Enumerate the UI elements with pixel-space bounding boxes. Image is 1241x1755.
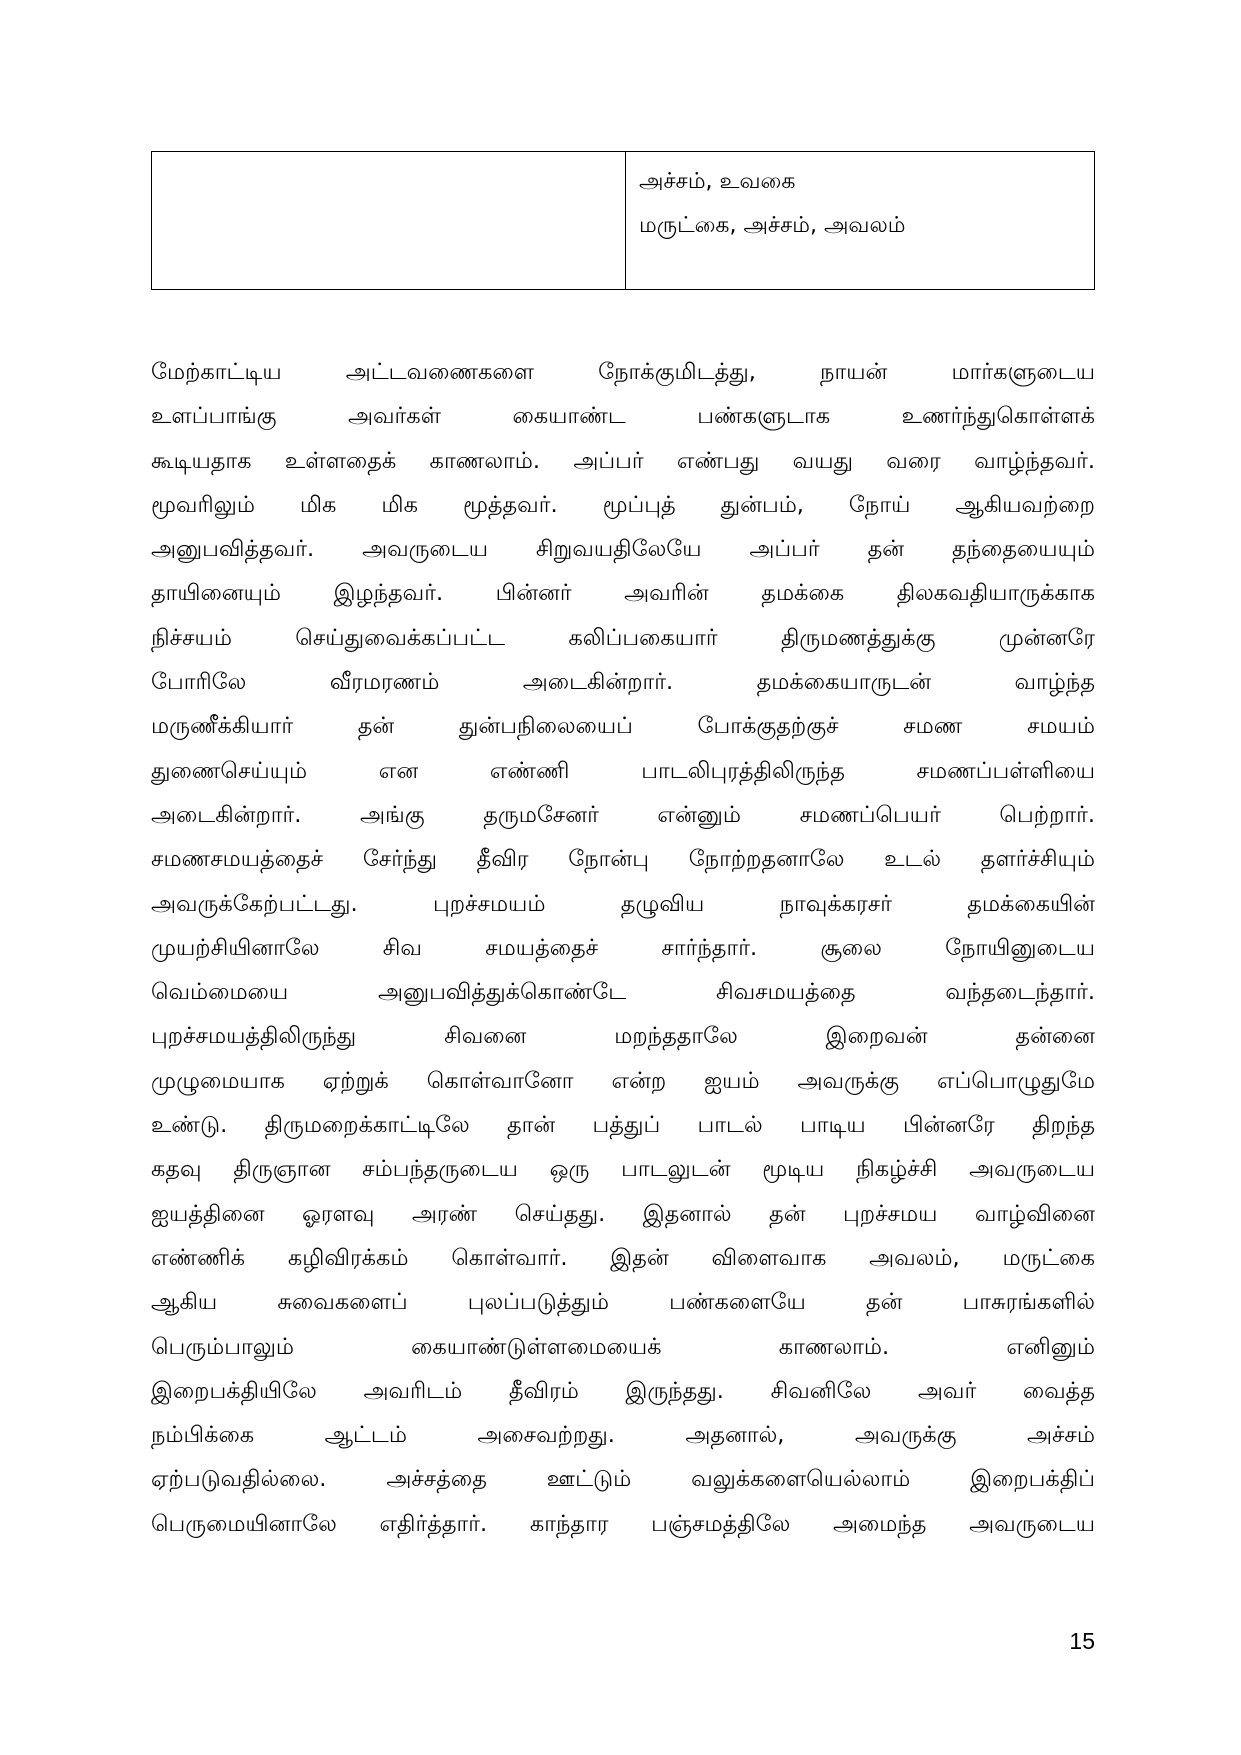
paragraph-line: சமணசமயத்தைச் சேர்ந்து தீவிர நோன்பு நோற்றதனாலே உடல் தளர்ச்சியும் xyxy=(151,846,1095,873)
table-row xyxy=(152,152,1095,290)
paragraph-line: மூவரிலும் மிக மிக மூத்தவர். மூப்புத் துன்பம், நோய் ஆகியவற்றை xyxy=(151,491,1095,518)
paragraph-line: உண்டு. திருமறைக்காட்டிலே தான் பத்துப் பாடல் பாடிய பின்னரே திறந்த xyxy=(151,1112,1095,1139)
page-number: 15 xyxy=(1069,1628,1095,1654)
paragraph-line: அவருக்கேற்பட்டது. புறச்சமயம் தழுவிய நாவுக்கரசர் தமக்கையின் xyxy=(151,890,1095,917)
paragraph-line: ஐயத்தினை ஓரளவு அரண் செய்தது. இதனால் தன் புறச்சமய வாழ்வினை xyxy=(151,1200,1095,1227)
paragraph-line: எண்ணிக் கழிவிரக்கம் கொள்வார். இதன் விளைவாக அவலம், மருட்கை xyxy=(151,1244,1095,1271)
table-cell-line: அச்சம், உவகை xyxy=(639,169,796,194)
paragraph-line: புறச்சமயத்திலிருந்து சிவனை மறந்ததாலே இறைவன் தன்னை xyxy=(151,1023,1095,1050)
cell-text xyxy=(626,152,1094,248)
paragraph-line: அனுபவித்தவர். அவருடைய சிறுவயதிலேயே அப்பர் தன் தந்தையையும் xyxy=(151,536,1095,563)
body-paragraph xyxy=(151,350,1095,1546)
table-cell-right xyxy=(626,152,1095,290)
paragraph-line: ஆகிய சுவைகளைப் புலப்படுத்தும் பண்களையே தன் பாசுரங்களில் xyxy=(151,1289,1095,1316)
paragraph-line: கூடியதாக உள்ளதைக் காணலாம். அப்பர் எண்பது வயது வரை வாழ்ந்தவர். xyxy=(151,447,1095,474)
paragraph-line: பெரும்பாலும் கையாண்டுள்ளமையைக் காணலாம். எனினும் xyxy=(151,1333,1095,1360)
paragraph-line: போரிலே வீரமரணம் அடைகின்றார். தமக்கையாருடன் வாழ்ந்த xyxy=(151,669,1095,696)
paragraph-line: பெருமையினாலே எதிர்த்தார். காந்தார பஞ்சமத்திலே அமைந்த அவருடைய xyxy=(151,1510,1095,1537)
paragraph-line: கதவு திருஞான சம்பந்தருடைய ஒரு பாடலுடன் மூடிய நிகழ்ச்சி அவருடைய xyxy=(151,1156,1095,1183)
table-cell-line: மருட்கை, அச்சம், அவலம் xyxy=(639,213,906,238)
paragraph-line: நிச்சயம் செய்துவைக்கப்பட்ட கலிப்பகையார் திருமணத்துக்கு முன்னரே xyxy=(151,624,1095,651)
paragraph-line: முயற்சியினாலே சிவ சமயத்தைச் சார்ந்தார். சூலை நோயினுடைய xyxy=(151,934,1095,961)
paragraph-line: உளப்பாங்கு அவர்கள் கையாண்ட பண்களுடாக உணர்ந்துகொள்ளக் xyxy=(151,403,1095,430)
paragraph-line: மேற்காட்டிய அட்டவணைகளை நோக்குமிடத்து, நாயன் மார்களுடைய xyxy=(151,359,1095,385)
paragraph-line: நம்பிக்கை ஆட்டம் அசைவற்றது. அதனால், அவருக்கு அச்சம் xyxy=(151,1422,1095,1449)
paragraph-line: ஏற்படுவதில்லை. அச்சத்தை ஊட்டும் வலுக்களையெல்லாம் இறைபக்திப் xyxy=(151,1466,1095,1493)
paragraph-line: தாயினையும் இழந்தவர். பின்னர் அவரின் தமக்கை திலகவதியாருக்காக xyxy=(151,580,1095,607)
table-cell-left xyxy=(152,152,626,290)
continued-table xyxy=(151,151,1095,290)
paragraph-line: முழுமையாக ஏற்றுக் கொள்வானோ என்ற ஐயம் அவருக்கு எப்பொழுதுமே xyxy=(151,1067,1095,1094)
paragraph-line: இறைபக்தியிலே அவரிடம் தீவிரம் இருந்தது. சிவனிலே அவர் வைத்த xyxy=(151,1377,1095,1404)
paragraph-line: துணைசெய்யும் என எண்ணி பாடலிபுரத்திலிருந்த சமணப்பள்ளியை xyxy=(151,757,1095,784)
paragraph-line: வெம்மையை அனுபவித்துக்கொண்டே சிவசமயத்தை வந்தடைந்தார். xyxy=(151,979,1095,1006)
paragraph-line: அடைகின்றார். அங்கு தருமசேனர் என்னும் சமணப்பெயர் பெற்றார். xyxy=(151,801,1095,828)
paragraph-line: மருணீக்கியார் தன் துன்பநிலையைப் போக்குதற்குச் சமண சமயம் xyxy=(151,713,1095,740)
